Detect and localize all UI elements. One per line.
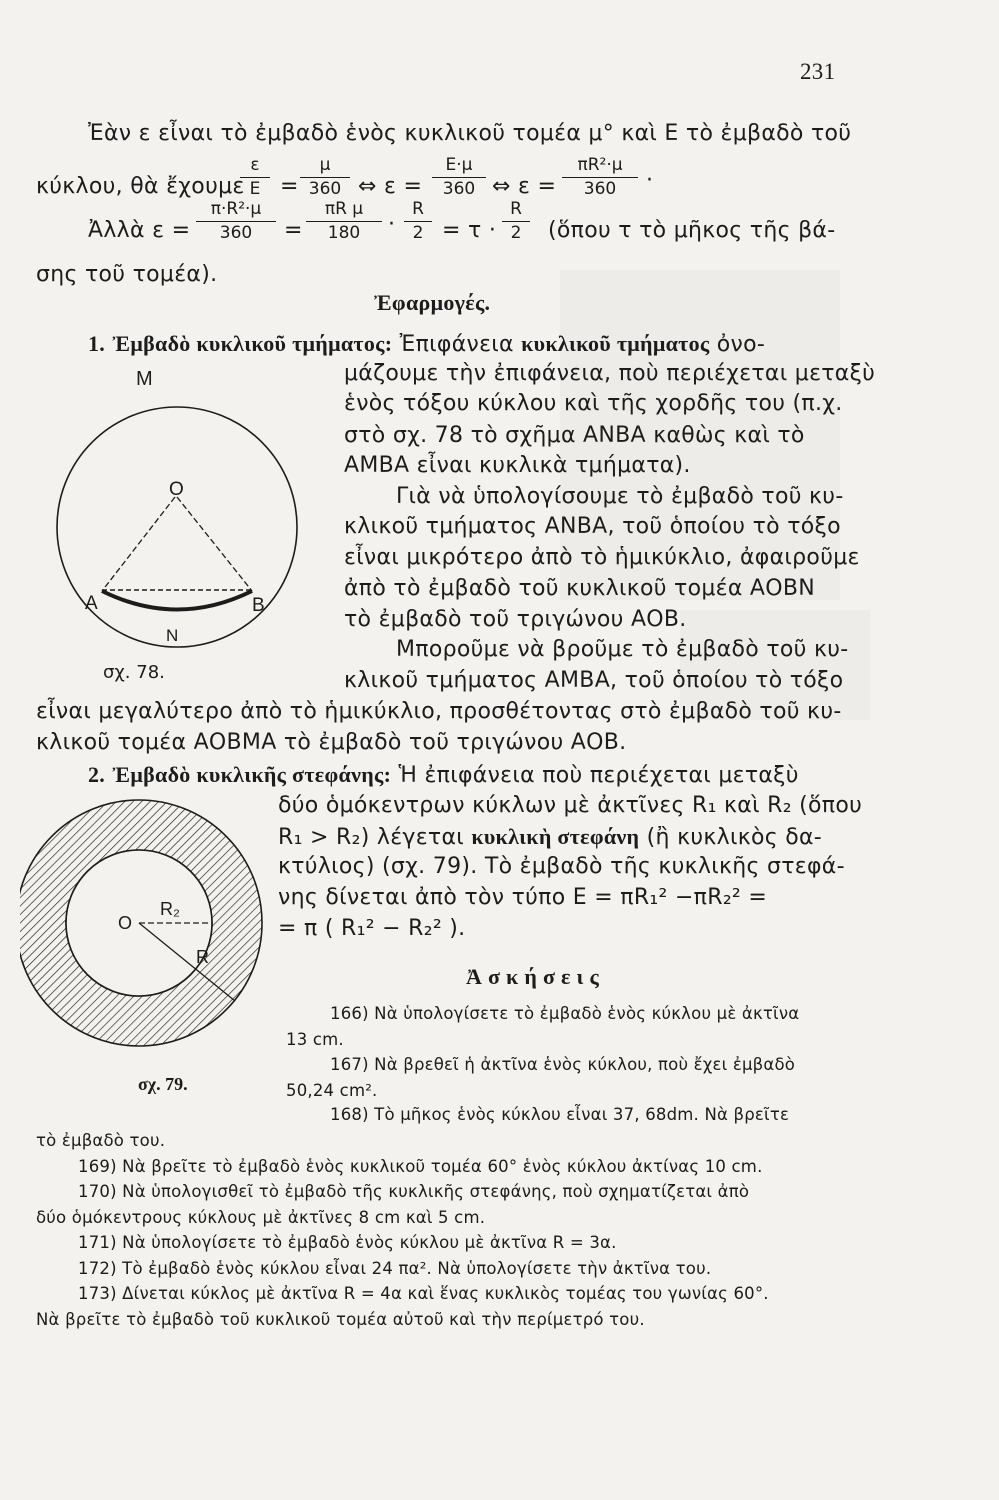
intro-line-1: Ἐὰν ε εἶναι τὸ ἐμβαδὸ ἑνὸς κυκλικοῦ τομέα μ° καὶ Ε τὸ ἐμβαδὸ τοῦ xyxy=(88,121,852,146)
label-N: N xyxy=(166,626,179,645)
exercise-173: 173) Δίνεται κύκλος μὲ ἀκτῖνα R = 4α καὶ ἕνας κυκλικὸς τομέας του γωνίας 60°. xyxy=(78,1284,769,1303)
sec1-line-1 xyxy=(88,333,765,356)
fraction-piR-mu-over-180: πR μ 180 xyxy=(306,200,382,242)
figure-caption: σχ. 78. xyxy=(103,662,165,683)
label-B: B xyxy=(252,595,265,616)
sec1-line: ΑΜΒΑ εἶναι κυκλικὰ τμήματα). xyxy=(344,453,691,478)
equals-sign: = xyxy=(280,174,299,199)
label-A: A xyxy=(85,593,98,614)
sec2-line-3 xyxy=(278,826,822,849)
sec1-line: Γιὰ νὰ ὑπολογίσουμε τὸ ἐμβαδὸ τοῦ κυ- xyxy=(396,484,844,509)
fraction-piR2mu-over-360: πR²·μ 360 xyxy=(562,156,638,198)
sec1-number: 1. xyxy=(88,331,106,356)
exercise-166-cont: 13 cm. xyxy=(286,1030,344,1049)
fraction-mu-over-360: μ 360 xyxy=(300,156,350,198)
figure-78 xyxy=(40,360,320,700)
sec2-text: (ἢ κυκλικὸς δα- xyxy=(646,825,823,850)
intro-line-4: σης τοῦ τομέα). xyxy=(36,262,218,287)
label-O: O xyxy=(118,913,133,933)
fraction-R-over-2: R 2 xyxy=(404,200,432,242)
exercise-172: 172) Τὸ ἐμβαδὸ ἑνὸς κύκλου εἶναι 24 πα². Νὰ ὑπολογίσετε τὴν ἀκτῖνα του. xyxy=(78,1259,712,1278)
exercise-168-cont: τὸ ἐμβαδὸ του. xyxy=(36,1131,166,1150)
figure-caption: σχ. 79. xyxy=(138,1074,188,1094)
page-number: 231 xyxy=(800,59,836,84)
exercise-166: 166) Νὰ ὑπολογίσετε τὸ ἐμβαδὸ ἑνὸς κύκλου μὲ ἀκτῖνα xyxy=(330,1004,800,1023)
sec1-line: Μποροῦμε νὰ βροῦμε τὸ ἐμβαδὸ τοῦ κυ- xyxy=(396,637,849,662)
sec1-line: κλικοῦ τομέα ΑΟΒΜΑ τὸ ἐμβαδὸ τοῦ τριγώνου ΑΟΒ. xyxy=(36,730,627,755)
sec1-line: τὸ ἐμβαδὸ τοῦ τριγώνου ΑΟΒ. xyxy=(344,607,687,632)
fraction-Emu-over-360: E·μ 360 xyxy=(432,156,486,198)
sec2-title: Ἐμβαδὸ κυκλικῆς στεφάνης: xyxy=(112,762,392,787)
equals-tau: = τ · xyxy=(442,218,497,243)
sec1-bold-term: κυκλικοῦ τμήματος xyxy=(521,331,710,356)
exercise-167: 167) Νὰ βρεθεῖ ἡ ἀκτῖνα ἑνὸς κύκλου, ποὺ ἔχει ἐμβαδὸ xyxy=(330,1055,796,1074)
sec2-number: 2. xyxy=(88,762,106,787)
sec1-line: στὸ σχ. 78 τὸ σχῆμα ΑΝΒΑ καθὼς καὶ τὸ xyxy=(344,423,805,448)
sec1-title: Ἐμβαδὸ κυκλικοῦ τμήματος: xyxy=(112,331,393,356)
fraction-e-over-E: ε E xyxy=(240,156,270,198)
sec1-text: ὀνο- xyxy=(716,332,766,357)
arc-anb xyxy=(102,591,252,610)
sec2-formula: = π ( R₁² − R₂² ). xyxy=(278,916,466,941)
exercise-167-cont: 50,24 cm². xyxy=(286,1081,378,1100)
sec1-line: εἶναι μεγαλύτερο ἀπὸ τὸ ἡμικύκλιο, προσθέτοντας στὸ ἐμβαδὸ τοῦ κυ- xyxy=(36,699,842,724)
sec2-formula: νης δίνεται ἀπὸ τὸν τύπο E = πR₁² −πR₂² = xyxy=(278,885,768,910)
intro-line-3: Ἀλλὰ ε = xyxy=(88,218,191,243)
dot: · xyxy=(646,168,654,193)
exercise-171: 171) Νὰ ὑπολογίσετε τὸ ἐμβαδὸ ἑνὸς κύκλου μὲ ἀκτῖνα R = 3α. xyxy=(78,1233,617,1252)
exercise-170: 170) Νὰ ὑπολογισθεῖ τὸ ἐμβαδὸ τῆς κυκλικῆς στεφάνης, ποὺ σχηματίζεται ἀπὸ xyxy=(78,1182,750,1201)
label-R2: R₂ xyxy=(160,899,180,919)
sec2-bold-term: κυκλικὴ στεφάνη xyxy=(471,824,640,849)
radius-oa xyxy=(102,497,175,591)
intro-line-3-end: (ὅπου τ τὸ μῆκος τῆς βά- xyxy=(548,218,836,243)
figure-79 xyxy=(20,770,280,1100)
exercise-173-cont: Νὰ βρεῖτε τὸ ἐμβαδὸ τοῦ κυκλικοῦ τομέα αὐτοῦ καὶ τὴν περίμετρό του. xyxy=(36,1310,645,1329)
fraction-pi-R2-mu-over-360: π·R²·μ 360 xyxy=(196,200,276,242)
sec1-line: ἀπὸ τὸ ἐμβαδὸ τοῦ κυκλικοῦ τομέα ΑΟΒΝ xyxy=(344,576,816,601)
intro-line-2: κύκλου, θὰ ἔχουμε xyxy=(36,174,245,199)
sec2-line: δύο ὁμόκεντρων κύκλων μὲ ἀκτῖνες R₁ καὶ R₂ (ὅπου xyxy=(278,793,863,818)
exercises-heading: Ἀ σ κ ή σ ε ι ς xyxy=(466,964,600,989)
iff-sign: ⇔ ε = xyxy=(358,174,423,199)
exercise-169: 169) Νὰ βρεῖτε τὸ ἐμβαδὸ ἑνὸς κυκλικοῦ τομέα 60° ἑνὸς κύκλου ἀκτίνας 10 cm. xyxy=(78,1157,763,1176)
label-O: O xyxy=(169,479,184,500)
radius-ob xyxy=(177,497,252,591)
sec2-line: κτύλιος) (σχ. 79). Τὸ ἐμβαδὸ τῆς κυκλικῆς στεφά- xyxy=(278,854,845,879)
sec1-line: εἶναι μικρότερο ἀπὸ τὸ ἡμικύκλιο, ἀφαιροῦμε xyxy=(344,545,860,570)
dot: · xyxy=(388,212,396,237)
exercise-168: 168) Τὸ μῆκος ἑνὸς κύκλου εἶναι 37, 68dm. Νὰ βρεῖτε xyxy=(330,1105,790,1124)
sec2-text: Ἡ ἐπιφάνεια ποὺ περιέχεται μεταξὺ xyxy=(398,763,799,788)
exercise-170-cont: δύο ὁμόκεντρους κύκλους μὲ ἀκτῖνες 8 cm καὶ 5 cm. xyxy=(36,1208,486,1227)
sec1-line: κλικοῦ τμήματος ΑΝΒΑ, τοῦ ὁποίου τὸ τόξο xyxy=(344,514,841,539)
sec1-line: μάζουμε τὴν ἐπιφάνεια, ποὺ περιέχεται μεταξὺ xyxy=(344,361,876,386)
section-heading: Ἐφαρμογές. xyxy=(374,290,491,315)
sec2-text: R₁ > R₂) λέγεται xyxy=(278,825,465,850)
fraction-R-over-2: R 2 xyxy=(502,200,530,242)
sec1-line: ἑνὸς τόξου κύκλου καὶ τῆς χορδῆς του (π.χ. xyxy=(344,391,843,416)
equals-sign: = xyxy=(284,218,303,243)
iff-sign: ⇔ ε = xyxy=(492,174,557,199)
label-M: M xyxy=(136,368,153,390)
sec1-text: Ἐπιφάνεια xyxy=(399,332,514,357)
sec1-line: κλικοῦ τμήματος ΑΜΒΑ, τοῦ ὁποίου τὸ τόξο xyxy=(344,668,844,693)
label-R: R xyxy=(196,947,209,967)
